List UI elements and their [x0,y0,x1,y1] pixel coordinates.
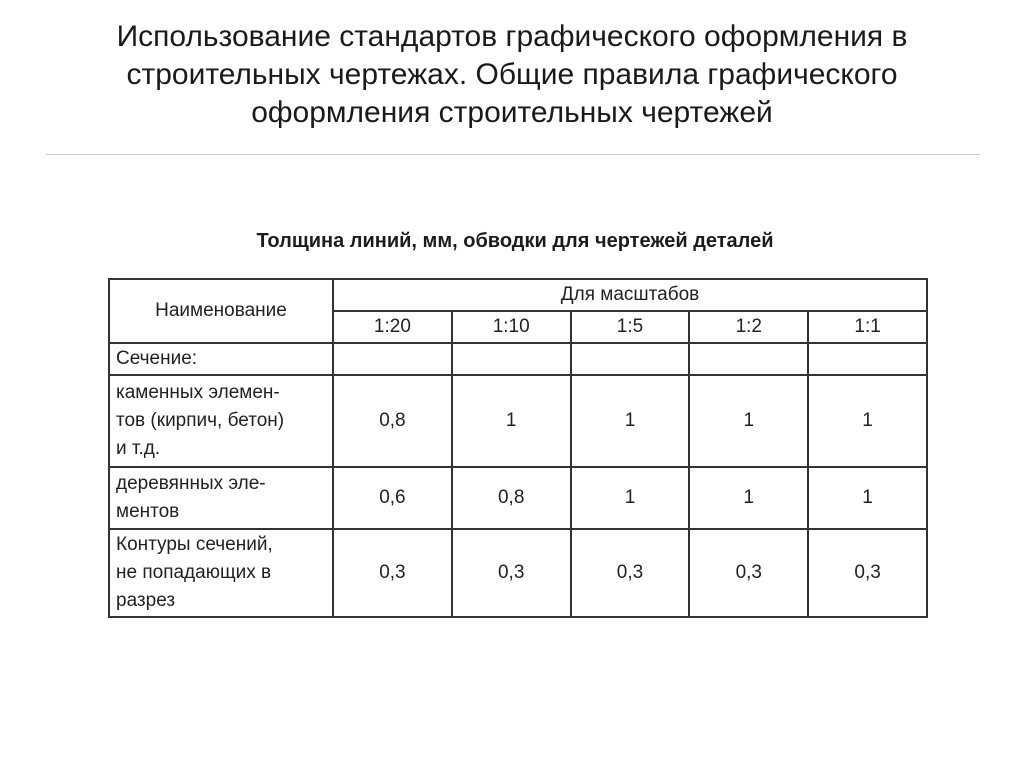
page-title-line-1: Использование стандартов графического оформления в [116,20,908,53]
title-divider [46,154,980,155]
header-row-1 [109,279,927,311]
scale-header-1-20: 1:20 [333,311,452,343]
value-cell: 1 [808,467,927,529]
table-row-stone-elements [109,375,927,467]
scale-header-1-5: 1:5 [571,311,690,343]
empty-cell [689,343,808,375]
page-title-line-3: оформления строительных чертежей [251,96,773,129]
empty-cell [571,343,690,375]
row-name-line: деревянных эле- [116,473,266,494]
line-thickness-table [108,278,928,618]
scale-header-1-2: 1:2 [689,311,808,343]
value-cell: 0,3 [689,529,808,617]
row-name-line: не попадающих в [116,562,272,583]
row-name-line: Контуры сечений, [116,534,273,555]
row-name-stone-elements [109,375,333,467]
name-column-header: Наименование [109,279,333,343]
row-name-line: тов (кирпич, бетон) [116,410,285,431]
value-cell: 0,3 [571,529,690,617]
table-heading: Толщина линий, мм, обводки для чертежей деталей [256,230,774,252]
value-cell: 0,3 [333,529,452,617]
value-cell: 1 [452,375,571,467]
value-cell: 1 [571,467,690,529]
value-cell: 1 [571,375,690,467]
value-cell: 0,3 [452,529,571,617]
scale-group-header: Для масштабов [333,279,927,311]
row-name-line: разрез [116,590,176,611]
empty-cell [808,343,927,375]
empty-cell [452,343,571,375]
value-cell: 1 [808,375,927,467]
table-row-wood-elements [109,467,927,529]
page-title-line-2: строительных чертежах. Общие правила графического [126,58,898,91]
row-name-line: ментов [116,501,180,522]
empty-cell [333,343,452,375]
row-name-line: и т.д. [116,438,161,459]
scale-header-1-1: 1:1 [808,311,927,343]
value-cell: 0,8 [333,375,452,467]
value-cell: 0,3 [808,529,927,617]
page-title [40,18,984,132]
value-cell: 0,8 [452,467,571,529]
row-name-section-contours [109,529,333,617]
value-cell: 1 [689,467,808,529]
row-name-line: каменных элемен- [116,382,280,403]
value-cell: 1 [689,375,808,467]
section-label-cell: Сечение: [109,343,333,375]
row-name-wood-elements [109,467,333,529]
table-row-section-contours [109,529,927,617]
value-cell: 0,6 [333,467,452,529]
table-row-section-label [109,343,927,375]
scale-header-1-10: 1:10 [452,311,571,343]
